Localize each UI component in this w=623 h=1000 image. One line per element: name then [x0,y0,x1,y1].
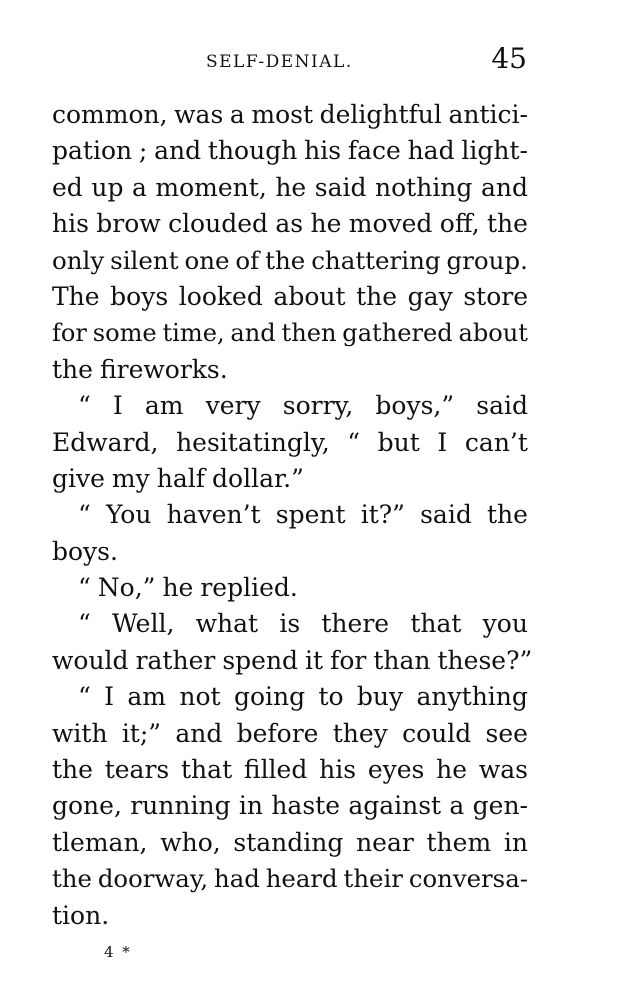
page-header [0,40,623,80]
text-line: ed up a moment, he said nothing and [52,172,528,202]
text-line: The boys looked about the gay store [52,281,528,311]
page-number: 45 [491,42,527,75]
text-line: gone, running in haste against a gen- [52,791,528,821]
text-line: Edward, hesitatingly, “ but I can’t [52,427,528,457]
text-line: tleman, who, standing near them in [52,827,528,857]
running-title: SELF-DENIAL. [206,52,353,72]
text-line: with it;” and before they could see [52,718,528,748]
text-line: for some time, and then gathered about [52,319,528,348]
text-line: give my half dollar.” [52,463,304,493]
text-line: “ Well, what is there that you [78,609,528,639]
signature-mark: 4 * [104,943,132,961]
body-text [52,97,533,934]
text-line: pation ; and though his face had light- [52,136,528,166]
text-line: boys. [52,536,118,566]
text-line: the doorway, had heard their conversa- [52,864,528,894]
text-line: “ You haven’t spent it?” said the [78,500,528,530]
text-line: the fireworks. [52,354,228,384]
text-line: tion. [52,900,110,930]
text-line: “ I am not going to buy anything [78,682,528,712]
text-line: “ No,” he replied. [78,573,298,603]
text-line: the tears that filled his eyes he was [52,755,528,785]
text-line: “ I am very sorry, boys,” said [78,391,528,421]
text-line: common, was a most delightful antici- [52,100,528,129]
text-line: only silent one of the chattering group. [52,245,528,275]
text-line: would rather spend it for than these?” [52,645,533,675]
text-line: his brow clouded as he moved off, the [52,209,528,239]
